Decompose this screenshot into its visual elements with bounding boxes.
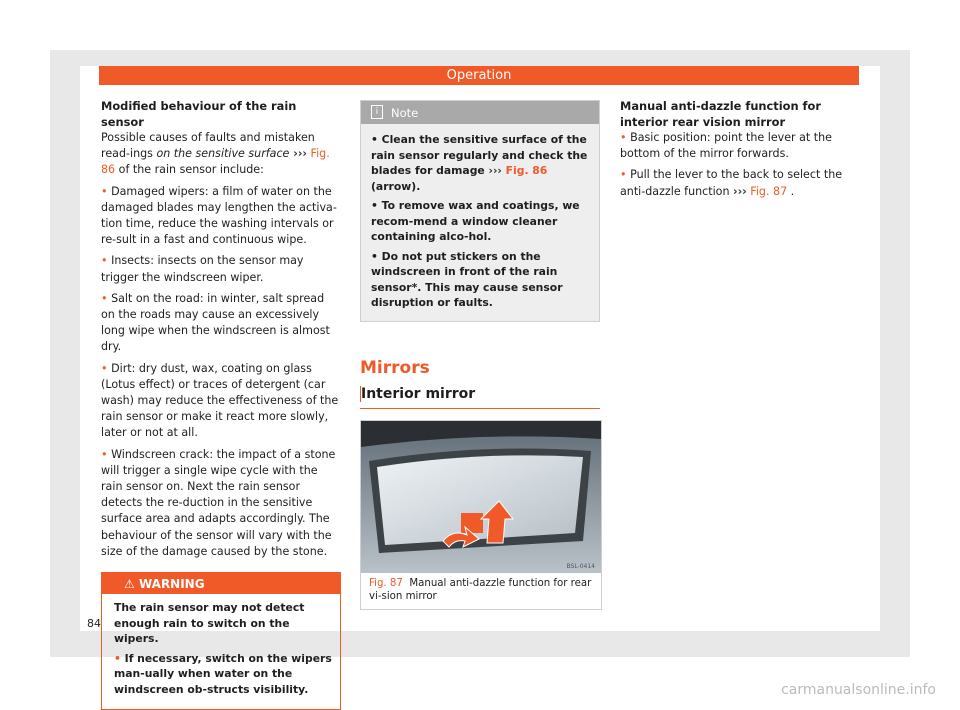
info-icon: i <box>371 105 383 119</box>
bullet-icon: • <box>620 168 627 182</box>
bullet-icon: • <box>101 361 108 375</box>
bullet-icon: • <box>620 131 627 144</box>
figure-87 <box>360 420 602 610</box>
figure-label: Fig. 87 <box>369 577 403 589</box>
list-item <box>101 361 341 442</box>
bullet-icon: • <box>114 651 121 665</box>
watermark: carmanualsonline.info <box>781 682 936 698</box>
note-item-text-end: (arrow). <box>371 179 421 193</box>
list-item-text: Dirt: dry dust, wax, coating on glass (Lotus effect) or traces of detergent (car wash) may reduce the effectiveness of the rain sensor or make it react more slowly, later or not at all. <box>101 361 339 440</box>
page-number: 84 <box>87 617 101 630</box>
figure-code: BSL-0414 <box>566 562 595 570</box>
subsection-divider <box>360 408 600 409</box>
cross-ref-chevron: ››› <box>289 147 307 161</box>
warning-bullet-text: If necessary, switch on the wipers man-ually when water on the windscreen ob-structs visibility. <box>114 651 332 696</box>
note-item-text: Clean the sensitive surface of the rain sensor regularly and check the blades for damage <box>371 133 588 177</box>
warning-header <box>102 573 340 594</box>
figure-caption-text: Manual anti-dazzle function for rear vi-sion mirror <box>369 577 592 602</box>
section-header-title: Operation <box>446 68 512 83</box>
note-header <box>361 101 599 124</box>
heading-rain-sensor: Modified behaviour of the rain sensor <box>101 99 297 129</box>
warning-body <box>102 594 340 709</box>
list-item-text: Basic position: point the lever at the bottom of the mirror forwards. <box>620 131 832 161</box>
note-list-item <box>371 249 589 311</box>
warning-icon: ⚠ <box>124 577 135 592</box>
bullet-icon: • <box>101 254 108 268</box>
bullet-icon: • <box>371 199 378 212</box>
section-title-mirrors: Mirrors <box>360 357 430 378</box>
list-item <box>101 291 341 356</box>
warning-list-item <box>114 651 332 698</box>
list-item-text: Salt on the road: in winter, salt spread on the roads may cause an excessively long wipe when the windscreen is almost dry. <box>101 291 330 354</box>
note-box <box>360 100 600 322</box>
note-body <box>361 124 599 321</box>
intro-emphasis: on the sensitive surface <box>156 147 290 161</box>
note-item-text: Do not put stickers on the windscreen in front of the rain sensor*. This may cause sensor disruption or faults. <box>371 249 563 309</box>
list-item-text: Damaged wipers: a film of water on the damaged blades may lengthen the activa-tion time, reduce the washing intervals or re-sult in a fast and continuous wipe. <box>101 184 337 247</box>
bullet-icon: • <box>101 184 108 198</box>
list-item-text: Windscreen crack: the impact of a stone will trigger a single wipe cycle with the rain sensor on. Next the rain sensor detects the re-duction in the sensitive surface area and adapts accordingly. The behaviour of the sensor will vary with the size of the damage caused by the stone. <box>101 447 336 558</box>
bullet-icon: • <box>371 249 378 263</box>
list-item-text: Pull the lever to the back to select the anti-dazzle function <box>620 168 843 198</box>
note-list-item <box>371 198 589 245</box>
mirror-illustration <box>361 421 601 573</box>
list-item-text: Insects: insects on the sensor may trigger the windscreen wiper. <box>101 254 304 284</box>
heading-anti-dazzle: Manual anti-dazzle function for interior rear vision mirror <box>620 99 821 129</box>
note-title: Note <box>391 106 419 120</box>
column-middle <box>360 100 600 610</box>
figure-link-86[interactable]: Fig. 86 <box>101 147 330 177</box>
bullet-icon: • <box>371 133 378 146</box>
intro-text-end: of the rain sensor include: <box>115 163 264 177</box>
figure-caption <box>361 573 601 609</box>
warning-title: WARNING <box>138 577 205 592</box>
list-item <box>620 130 860 162</box>
list-item <box>101 184 341 249</box>
figure-link-86[interactable]: Fig. 86 <box>501 164 548 177</box>
list-item <box>620 167 860 199</box>
list-item-text-end: . <box>787 184 795 198</box>
cross-ref-chevron: ››› <box>488 164 502 177</box>
section-header <box>99 66 859 85</box>
list-item <box>101 253 341 285</box>
cross-ref-chevron: ››› <box>733 184 747 198</box>
bullet-icon: • <box>101 291 108 305</box>
intro-text: Possible causes of faults and mistaken read-ings <box>101 131 315 161</box>
warning-box <box>101 572 341 710</box>
bullet-icon: • <box>101 447 108 461</box>
subsection-title-interior-mirror: Interior mirror <box>360 386 600 402</box>
note-item-text: To remove wax and coatings, we recom-mend a window cleaner containing alco-hol. <box>371 199 580 243</box>
note-list-item <box>371 132 589 194</box>
column-right <box>620 98 860 205</box>
warning-text: The rain sensor may not detect enough rain to switch on the wipers. <box>114 601 305 646</box>
list-item <box>101 447 341 560</box>
anti-dazzle-lever <box>461 513 483 533</box>
column-left <box>101 98 341 710</box>
intro-paragraph <box>101 130 341 179</box>
figure-link-87[interactable]: Fig. 87 <box>746 184 788 198</box>
